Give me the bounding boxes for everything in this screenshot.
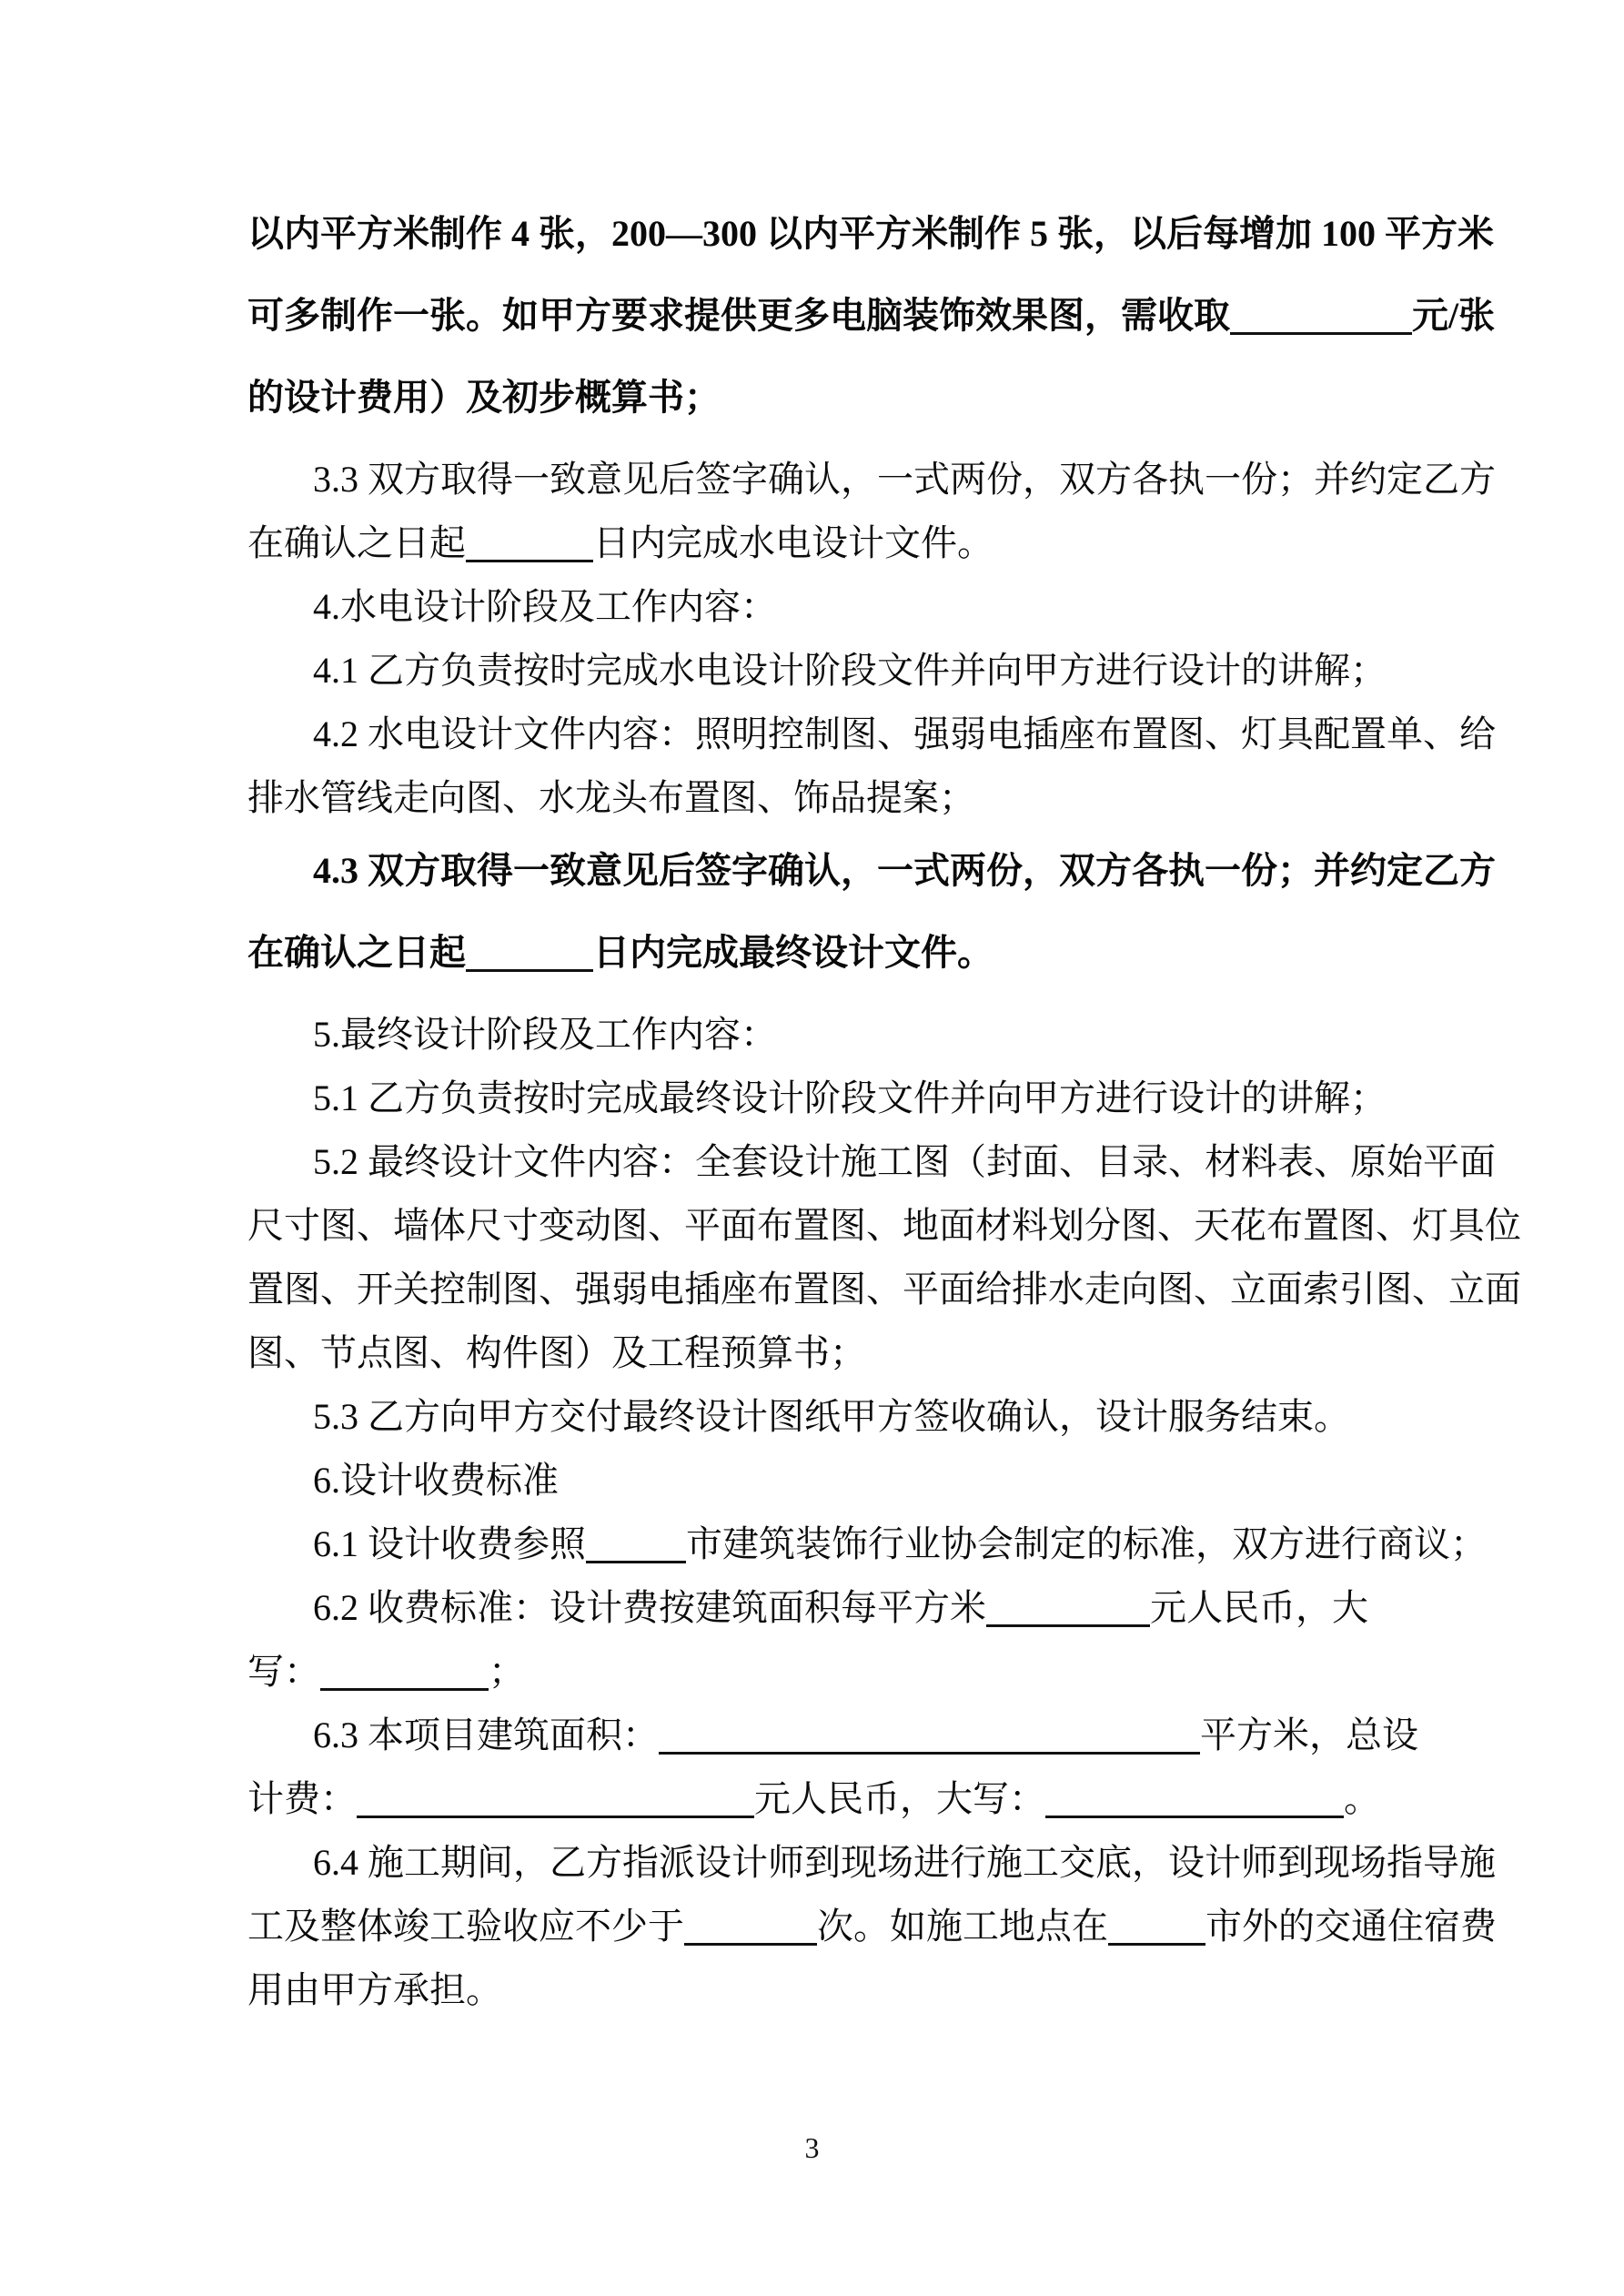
clause-5-3 — [247, 1385, 1378, 1449]
text-run: 以内平方米制作 4 张，200—300 以内平方米制作 5 张，以后每增加 100 平方米 — [247, 213, 1494, 254]
text-line — [247, 1321, 1378, 1385]
page-number: 3 — [804, 2131, 820, 2164]
fill-in-blank-line — [684, 1943, 817, 1946]
clause-4 — [247, 575, 1378, 639]
text-run: 6.3 本项目建筑面积： — [313, 1714, 659, 1755]
clause-renderings-continuation — [247, 193, 1496, 439]
clause-3-3 — [247, 448, 1496, 575]
text-line — [247, 275, 1496, 357]
text-run: 6.2 收费标准：设计费按建筑面积每平方米 — [313, 1587, 986, 1628]
text-run: 置图、开关控制图、强弱电插座布置图、平面给排水走向图、立面索引图、立面 — [247, 1269, 1521, 1310]
text-run: 尺寸图、墙体尺寸变动图、平面布置图、地面材料划分图、天花布置图、灯具位 — [247, 1205, 1521, 1246]
text-line — [247, 766, 1378, 830]
clause-5 — [247, 1003, 1378, 1067]
text-line — [247, 1512, 1487, 1576]
text-run: 日内完成最终设计文件。 — [593, 932, 994, 973]
text-run: 次。如施工地点在 — [817, 1906, 1108, 1947]
text-run: ； — [489, 1651, 525, 1692]
text-line — [247, 912, 1378, 994]
fill-in-blank-line — [586, 1561, 686, 1563]
text-line — [247, 1067, 1387, 1130]
text-run: 6.1 设计收费参照 — [313, 1523, 586, 1564]
text-run: 元人民币，大 — [1150, 1587, 1368, 1628]
text-run: 4.水电设计阶段及工作内容： — [313, 586, 777, 627]
fill-in-blank-line — [1230, 332, 1412, 335]
clause-4-2 — [247, 703, 1496, 830]
text-run: 图、节点图、构件图）及工程预算书； — [247, 1332, 866, 1373]
clause-4-1 — [247, 639, 1387, 703]
text-run: 4.1 乙方负责按时完成水电设计阶段文件并向甲方进行设计的讲解； — [313, 650, 1387, 691]
fill-in-blank-line — [357, 1816, 754, 1818]
text-run: 写： — [247, 1651, 320, 1692]
text-run: 5.3 乙方向甲方交付最终设计图纸甲方签收确认，设计服务结束。 — [313, 1396, 1350, 1437]
text-run: 市外的交通住宿费 — [1205, 1906, 1497, 1947]
clause-6-2 — [247, 1576, 1378, 1704]
text-run: 用由甲方承担。 — [247, 1969, 502, 2010]
text-line — [247, 1640, 1378, 1704]
text-run: 。 — [1344, 1778, 1380, 1819]
text-line — [247, 830, 1496, 912]
text-run: 5.最终设计阶段及工作内容： — [313, 1014, 777, 1055]
text-run: 元人民币，大写： — [754, 1778, 1045, 1819]
text-line — [247, 1958, 1378, 2022]
fill-in-blank-line — [466, 560, 593, 562]
text-line — [247, 511, 1378, 575]
text-run: 在确认之日起 — [247, 522, 466, 563]
text-run: 日内完成水电设计文件。 — [593, 522, 994, 563]
text-run: 6.设计收费标准 — [313, 1460, 559, 1501]
text-line — [247, 1194, 1521, 1258]
text-line — [247, 1449, 1378, 1512]
document-body — [247, 193, 1521, 2022]
clause-5-1 — [247, 1067, 1387, 1130]
fill-in-blank-line — [659, 1752, 1200, 1755]
text-line — [247, 575, 1378, 639]
text-run: 5.1 乙方负责按时完成最终设计阶段文件并向甲方进行设计的讲解； — [313, 1077, 1387, 1118]
text-run: 计费： — [247, 1778, 357, 1819]
text-line — [247, 448, 1496, 511]
text-line — [247, 1385, 1378, 1449]
fill-in-blank-line — [1045, 1816, 1344, 1818]
text-run: 市建筑装饰行业协会制定的标准，双方进行商议； — [686, 1523, 1487, 1564]
text-run: 在确认之日起 — [247, 932, 466, 973]
clause-6-3 — [247, 1704, 1418, 1831]
text-line — [247, 1767, 1378, 1831]
text-run: 4.3 双方取得一致意见后签字确认，一式两份，双方各执一份；并约定乙方 — [313, 850, 1496, 891]
fill-in-blank-line — [466, 969, 593, 972]
clause-5-2 — [247, 1130, 1521, 1385]
text-run: 排水管线走向图、水龙头布置图、饰品提案； — [247, 777, 975, 818]
text-line — [247, 1003, 1378, 1067]
clause-6-1 — [247, 1512, 1487, 1576]
clause-4-3 — [247, 830, 1496, 994]
text-line — [247, 1831, 1496, 1895]
text-line — [247, 639, 1387, 703]
text-run: 6.4 施工期间，乙方指派设计师到现场进行施工交底，设计师到现场指导施 — [313, 1842, 1496, 1883]
text-line — [247, 1895, 1497, 1958]
text-run: 5.2 最终设计文件内容：全套设计施工图（封面、目录、材料表、原始平面 — [313, 1141, 1496, 1182]
text-run: 可多制作一张。如甲方要求提供更多电脑装饰效果图，需收取 — [247, 295, 1230, 336]
fill-in-blank-line — [1108, 1943, 1205, 1946]
text-run: 工及整体竣工验收应不少于 — [247, 1906, 684, 1947]
text-line — [247, 193, 1494, 275]
text-run: 的设计费用）及初步概算书； — [247, 377, 721, 418]
text-line — [247, 1576, 1378, 1640]
text-line — [247, 1258, 1521, 1321]
fill-in-blank-line — [986, 1624, 1150, 1627]
text-line — [247, 1704, 1418, 1767]
text-run: 3.3 双方取得一致意见后签字确认，一式两份，双方各执一份；并约定乙方 — [313, 459, 1496, 500]
clause-6 — [247, 1449, 1378, 1512]
text-run: 4.2 水电设计文件内容：照明控制图、强弱电插座布置图、灯具配置单、给 — [313, 713, 1496, 754]
text-line — [247, 703, 1496, 766]
text-line — [247, 357, 1378, 439]
text-run: 平方米，总设 — [1200, 1714, 1418, 1755]
fill-in-blank-line — [320, 1688, 489, 1691]
clause-6-4 — [247, 1831, 1497, 2022]
text-run: 元/张 — [1412, 295, 1496, 336]
text-line — [247, 1130, 1496, 1194]
